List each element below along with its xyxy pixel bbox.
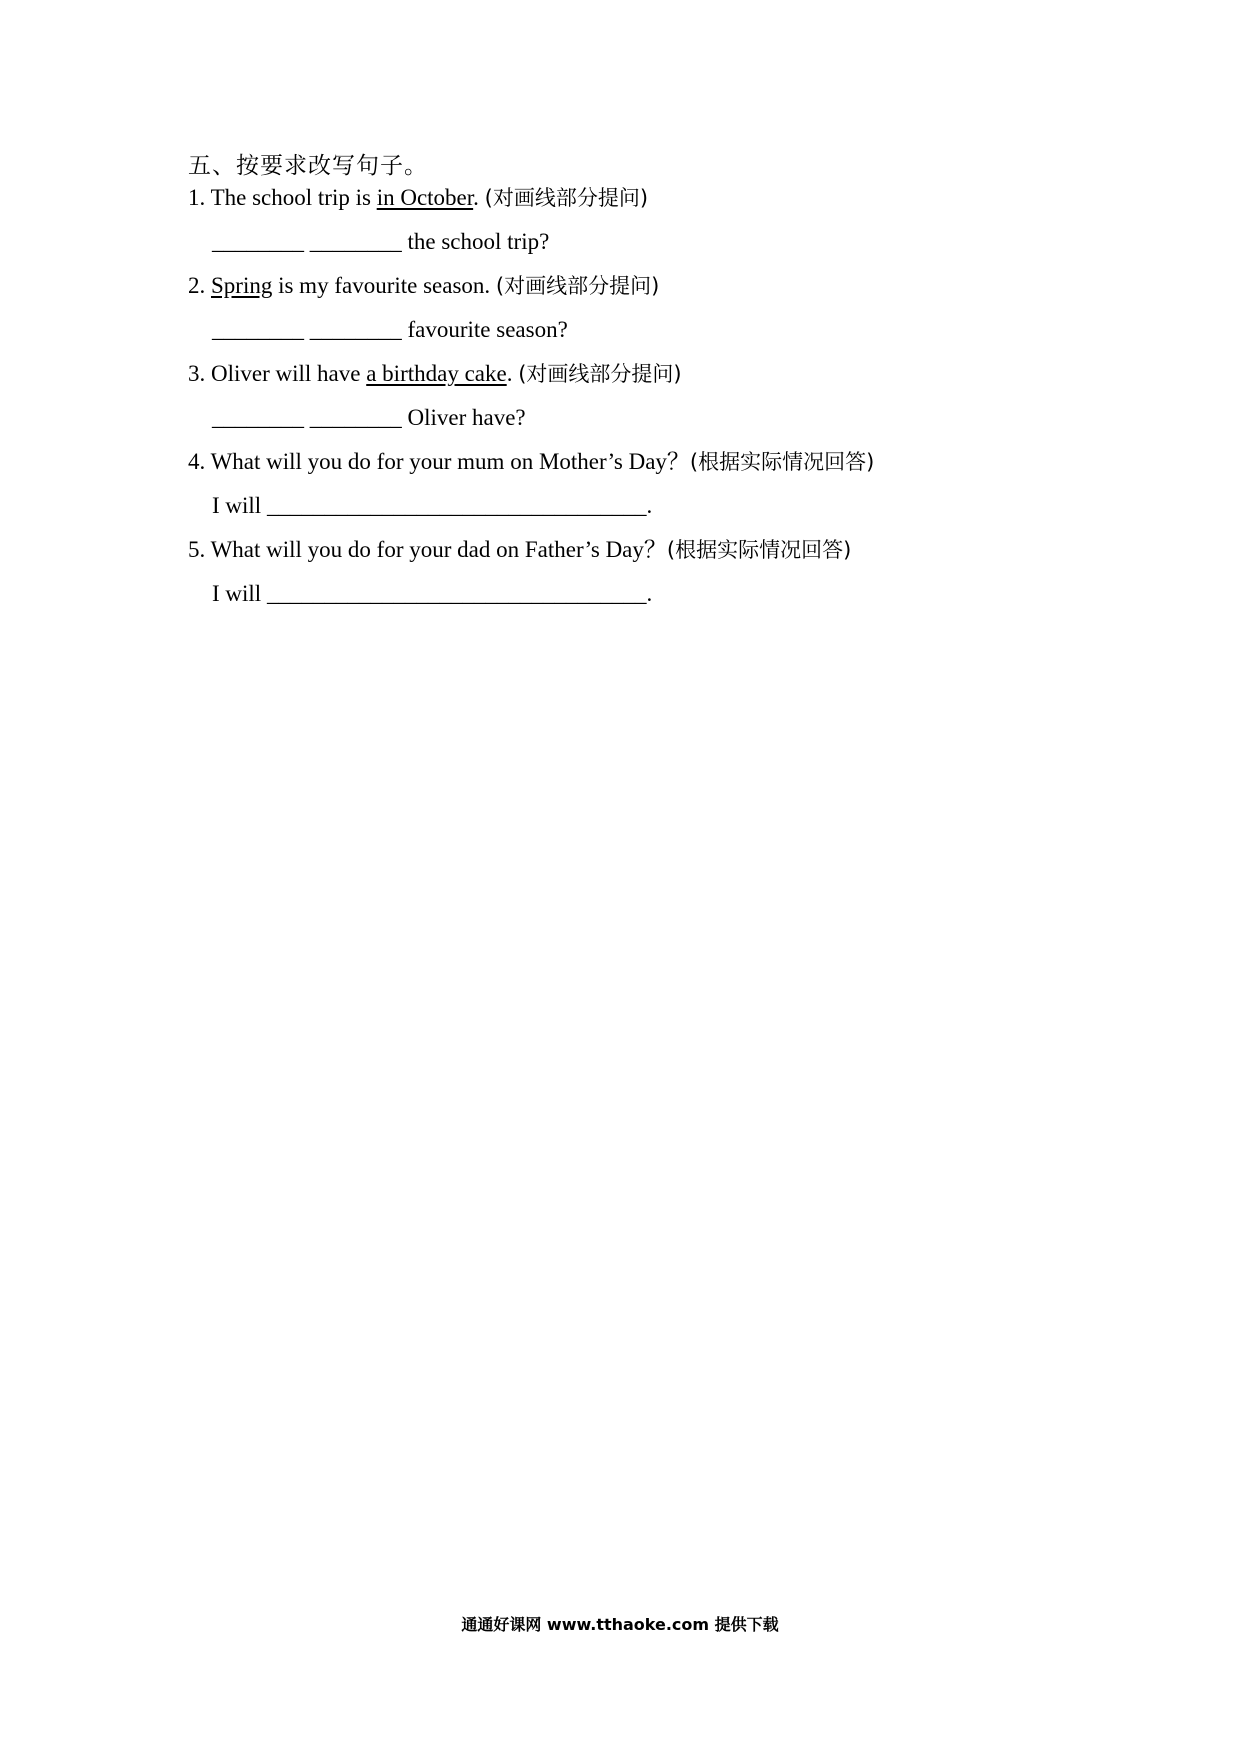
answer-line-4[interactable] xyxy=(212,491,652,521)
question-number: 1. xyxy=(188,185,206,210)
question-text-after: . xyxy=(506,361,519,386)
question-number: 4. xyxy=(188,449,206,474)
answer-blanks[interactable]: I will _________________________________ xyxy=(212,581,647,606)
question-text-before: What will you do for your dad on Father’s Day xyxy=(210,537,644,562)
answer-blanks[interactable]: ________ ________ xyxy=(212,229,402,254)
underlined-part: in October xyxy=(376,185,474,210)
answer-blanks[interactable]: I will _________________________________ xyxy=(212,493,647,518)
answer-tail: the school trip? xyxy=(401,229,550,254)
question-3 xyxy=(188,359,682,389)
question-text-after: ？ xyxy=(643,537,667,562)
question-4 xyxy=(188,447,874,477)
question-number: 5. xyxy=(188,537,206,562)
question-text-before: The school trip is xyxy=(210,185,377,210)
answer-tail: . xyxy=(646,581,653,606)
underlined-part: a birthday cake xyxy=(366,361,507,386)
underlined-part: Spring xyxy=(211,273,273,298)
answer-line-3[interactable] xyxy=(212,403,526,433)
answer-tail: . xyxy=(646,493,653,518)
question-number: 2. xyxy=(188,273,206,298)
answer-tail: Oliver have? xyxy=(401,405,526,430)
answer-line-5[interactable] xyxy=(212,579,652,609)
section-title: 五、按要求改写句子。 xyxy=(188,153,428,179)
question-instruction: (对画线部分提问) xyxy=(518,362,682,386)
question-text-after: is my favourite season. xyxy=(272,273,496,298)
question-text-after: . xyxy=(473,185,485,210)
question-5 xyxy=(188,535,851,565)
question-instruction: (根据实际情况回答) xyxy=(666,538,852,562)
answer-line-1[interactable] xyxy=(212,227,549,257)
footer-source-text: 通通好课网 www.tthaoke.com 提供下载 xyxy=(461,1615,779,1634)
question-number: 3. xyxy=(188,361,206,386)
question-text-before: Oliver will have xyxy=(211,361,367,386)
question-instruction: (根据实际情况回答) xyxy=(689,450,875,474)
question-text-before: What will you do for your mum on Mother’s Day xyxy=(210,449,667,474)
question-text-after: ？ xyxy=(666,449,690,474)
answer-blanks[interactable]: ________ ________ xyxy=(212,405,402,430)
question-instruction: (对画线部分提问) xyxy=(495,274,660,298)
question-1 xyxy=(188,183,648,213)
answer-line-2[interactable] xyxy=(212,315,568,345)
answer-tail: favourite season? xyxy=(401,317,568,342)
question-instruction: (对画线部分提问) xyxy=(484,186,649,210)
question-2 xyxy=(188,271,659,301)
answer-blanks[interactable]: ________ ________ xyxy=(212,317,402,342)
